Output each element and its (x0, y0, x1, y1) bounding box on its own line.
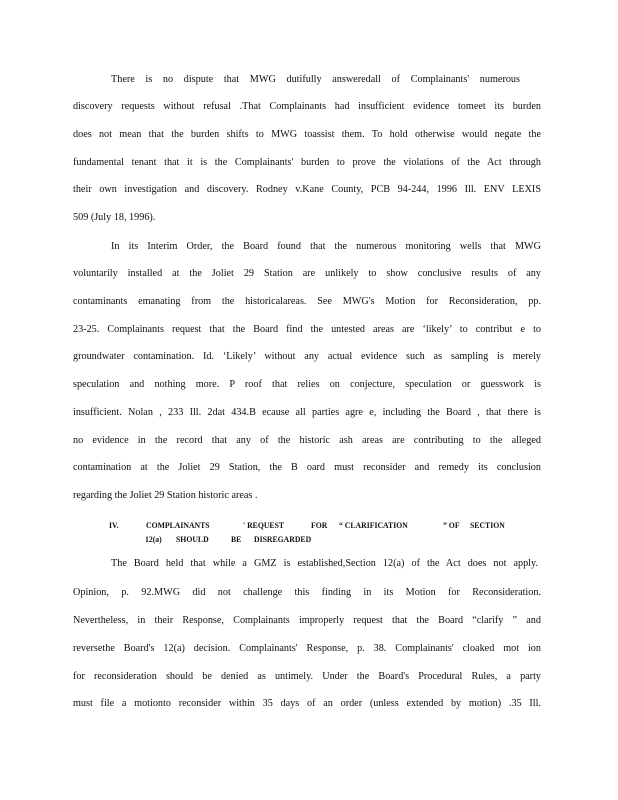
p3-line-6: must file a motionto reconsider within 35 days of an order (unless extended by motion) .35 Ill. (73, 698, 541, 709)
p2-line-7: insufficient. Nolan , 233 Ill. 2dat 434.B ecause all parties agre e, including the Board , that there is (73, 407, 541, 418)
p1-line-6: 509 (July 18, 1996). (73, 212, 156, 223)
heading-word-for: FOR (311, 520, 328, 530)
heading-number: IV. (109, 520, 119, 530)
p3-line-4: reversethe Board's 12(a) decision. Complainants' Response, p. 38. Complainants' cloaked mot ion (73, 643, 541, 654)
p2-line-6: speculation and nothing more. P roof that relies on conjecture, speculation or guesswork is (73, 379, 541, 390)
heading-word-request: ' REQUEST (243, 520, 285, 530)
p3-line-3: Nevertheless, in their Response, Complainants improperly request that the Board “clarify ” and (73, 615, 541, 626)
heading-word-section: SECTION (470, 520, 505, 530)
p2-line-1: In its Interim Order, the Board found that the numerous monitoring wells that MWG (111, 241, 541, 252)
heading-word-clarification: “ CLARIFICATION (339, 520, 408, 530)
p1-line-3: does not mean that the burden shifts to MWG toassist them. To hold otherwise would negate the (73, 129, 541, 140)
p2-line-4: 23-25. Complainants request that the Board find the untested areas are ‘likely’ to contribut e to (73, 324, 541, 335)
p1-line-4: fundamental tenant that it is the Complainants' burden to prove the violations of the Act through (73, 157, 541, 168)
p1-line-5: their own investigation and discovery. Rodney v.Kane County, PCB 94-244, 1996 Ill. ENV LEXIS (73, 184, 541, 195)
p3-line-5: for reconsideration should be denied as untimely. Under the Board's Procedural Rules, a party (73, 671, 541, 682)
p1-line-2: discovery requests without refusal .That Complainants had insufficient evidence tomeet its burden (73, 101, 541, 112)
p2-line-5: groundwater contamination. Id. ‘Likely’ without any actual evidence such as sampling is merely (73, 351, 541, 362)
heading-line2-12a: 12(a) (145, 534, 162, 544)
p2-line-10: regarding the Joliet 29 Station historic areas . (73, 490, 258, 501)
p2-line-8: no evidence in the record that any of the historic ash areas are contributing to the alleged (73, 435, 541, 446)
p3-line-2: Opinion, p. 92.MWG did not challenge this finding in its Motion for Reconsideration. (73, 587, 541, 598)
p1-line-1: There is no dispute that MWG dutifully answeredall of Complainants' numerous (111, 74, 520, 85)
p2-line-2: voluntarily installed at the Joliet 29 Station are unlikely to show conclusive results of any (73, 268, 541, 279)
heading-line2-disregarded: DISREGARDED (254, 534, 312, 544)
p3-line-1: The Board held that while a GMZ is established,Section 12(a) of the Act does not apply. (111, 558, 538, 569)
p2-line-9: contamination at the Joliet 29 Station, the B oard must reconsider and remedy its conclusion (73, 462, 541, 473)
heading-word-of: ” OF (443, 520, 460, 530)
heading-line2-should: SHOULD (176, 534, 209, 544)
p2-line-3: contaminants emanating from the historicalareas. See MWG's Motion for Reconsideration, pp. (73, 296, 541, 307)
heading-word-complainants: COMPLAINANTS (146, 520, 210, 530)
heading-line2-be: BE (231, 534, 242, 544)
